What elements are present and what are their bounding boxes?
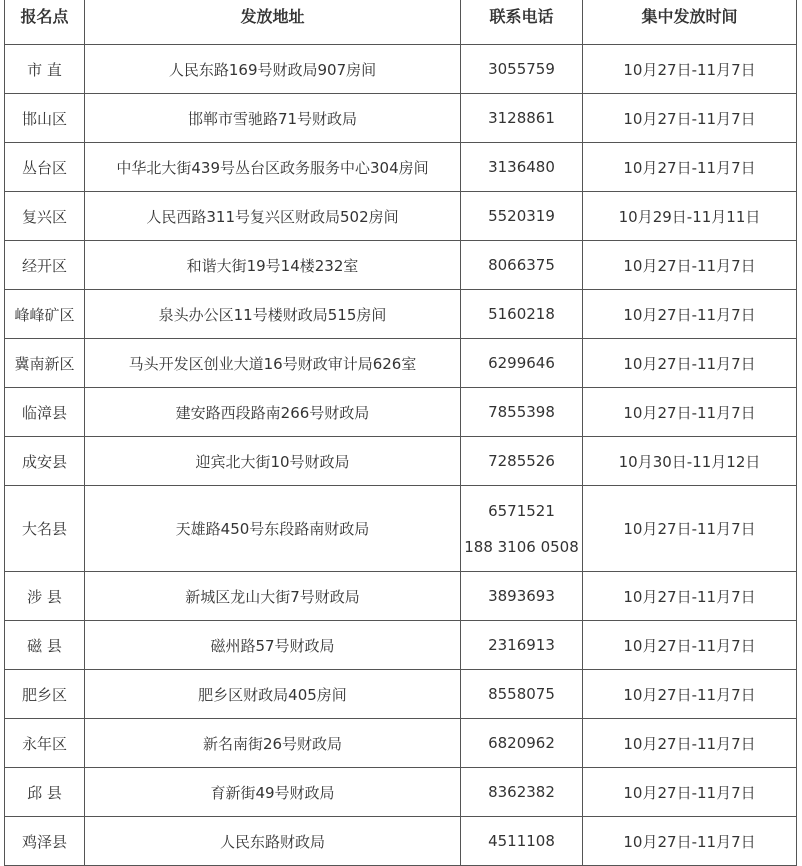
header-address: 发放地址 (85, 0, 461, 45)
address-cell: 育新街49号财政局 (85, 768, 461, 817)
phone-number: 6299646 (488, 354, 555, 372)
table-row (5, 621, 797, 670)
site-cell: 永年区 (5, 719, 85, 768)
phone-number: 6571521 (488, 501, 555, 520)
phone-cell (461, 94, 583, 143)
site-cell: 涉 县 (5, 572, 85, 621)
header-site: 报名点 (5, 0, 85, 45)
table-row (5, 437, 797, 486)
address-cell: 新名南街26号财政局 (85, 719, 461, 768)
header-time: 集中发放时间 (583, 0, 797, 45)
time-cell: 10月29日-11月11日 (583, 192, 797, 241)
phone-cell (461, 768, 583, 817)
time-cell: 10月27日-11月7日 (583, 719, 797, 768)
time-cell: 10月27日-11月7日 (583, 670, 797, 719)
table-row (5, 290, 797, 339)
phone-number: 5520319 (488, 207, 555, 225)
table-row (5, 486, 797, 572)
table-body (5, 45, 797, 866)
table-row (5, 192, 797, 241)
address-cell: 天雄路450号东段路南财政局 (85, 486, 461, 572)
site-cell: 市 直 (5, 45, 85, 94)
header-phone: 联系电话 (461, 0, 583, 45)
time-cell: 10月27日-11月7日 (583, 572, 797, 621)
address-cell: 磁州路57号财政局 (85, 621, 461, 670)
address-cell: 人民西路311号复兴区财政局502房间 (85, 192, 461, 241)
phone-cell (461, 192, 583, 241)
phone-cell (461, 339, 583, 388)
address-cell: 邯郸市雪驰路71号财政局 (85, 94, 461, 143)
site-cell: 成安县 (5, 437, 85, 486)
address-cell: 人民东路财政局 (85, 817, 461, 866)
site-cell: 临漳县 (5, 388, 85, 437)
phone-number: 4511108 (488, 832, 555, 850)
time-cell: 10月27日-11月7日 (583, 143, 797, 192)
time-cell: 10月27日-11月7日 (583, 45, 797, 94)
address-cell: 中华北大街439号丛台区政务服务中心304房间 (85, 143, 461, 192)
time-cell: 10月27日-11月7日 (583, 486, 797, 572)
phone-cell (461, 241, 583, 290)
table-row (5, 817, 797, 866)
phone-number: 3893693 (488, 587, 555, 605)
address-cell: 迎宾北大街10号财政局 (85, 437, 461, 486)
address-cell: 肥乡区财政局405房间 (85, 670, 461, 719)
time-cell: 10月27日-11月7日 (583, 388, 797, 437)
phone-cell (461, 143, 583, 192)
phone-number: 3128861 (488, 109, 555, 127)
phone-number: 7285526 (488, 452, 555, 470)
address-cell: 泉头办公区11号楼财政局515房间 (85, 290, 461, 339)
phone-cell (461, 486, 583, 572)
time-cell: 10月27日-11月7日 (583, 768, 797, 817)
site-cell: 经开区 (5, 241, 85, 290)
address-cell: 马头开发区创业大道16号财政审计局626室 (85, 339, 461, 388)
table-row (5, 45, 797, 94)
phone-cell (461, 290, 583, 339)
site-cell: 复兴区 (5, 192, 85, 241)
address-cell: 建安路西段路南266号财政局 (85, 388, 461, 437)
table-row (5, 670, 797, 719)
phone-cell (461, 45, 583, 94)
table-row (5, 572, 797, 621)
table-row (5, 94, 797, 143)
phone-cell (461, 670, 583, 719)
site-cell: 邱 县 (5, 768, 85, 817)
table-row (5, 143, 797, 192)
site-cell: 冀南新区 (5, 339, 85, 388)
table-row (5, 241, 797, 290)
time-cell: 10月27日-11月7日 (583, 621, 797, 670)
phone-number: 2316913 (488, 636, 555, 654)
site-cell: 鸡泽县 (5, 817, 85, 866)
phone-number: 8066375 (488, 256, 555, 274)
phone-number: 7855398 (488, 403, 555, 421)
site-cell: 肥乡区 (5, 670, 85, 719)
time-cell: 10月27日-11月7日 (583, 817, 797, 866)
table-row (5, 719, 797, 768)
address-cell: 新城区龙山大街7号财政局 (85, 572, 461, 621)
time-cell: 10月27日-11月7日 (583, 241, 797, 290)
phone-cell (461, 437, 583, 486)
phone-number: 8558075 (488, 685, 555, 703)
time-cell: 10月27日-11月7日 (583, 339, 797, 388)
site-cell: 峰峰矿区 (5, 290, 85, 339)
phone-cell (461, 817, 583, 866)
time-cell: 10月27日-11月7日 (583, 290, 797, 339)
phone-cell (461, 719, 583, 768)
distribution-table-container (4, 0, 796, 866)
phone-number: 188 3106 0508 (464, 537, 579, 556)
phone-number: 6820962 (488, 734, 555, 752)
site-cell: 磁 县 (5, 621, 85, 670)
table-row (5, 339, 797, 388)
phone-number: 3136480 (488, 158, 555, 176)
time-cell: 10月27日-11月7日 (583, 94, 797, 143)
site-cell: 邯山区 (5, 94, 85, 143)
phone-number: 8362382 (488, 783, 555, 801)
phone-cell (461, 621, 583, 670)
table-header-row (5, 0, 797, 45)
address-cell: 人民东路169号财政局907房间 (85, 45, 461, 94)
site-cell: 丛台区 (5, 143, 85, 192)
distribution-table (4, 0, 797, 866)
phone-number: 3055759 (488, 60, 555, 78)
phone-cell (461, 388, 583, 437)
table-row (5, 768, 797, 817)
table-row (5, 388, 797, 437)
site-cell: 大名县 (5, 486, 85, 572)
address-cell: 和谐大街19号14楼232室 (85, 241, 461, 290)
phone-cell (461, 572, 583, 621)
time-cell: 10月30日-11月12日 (583, 437, 797, 486)
phone-number: 5160218 (488, 305, 555, 323)
